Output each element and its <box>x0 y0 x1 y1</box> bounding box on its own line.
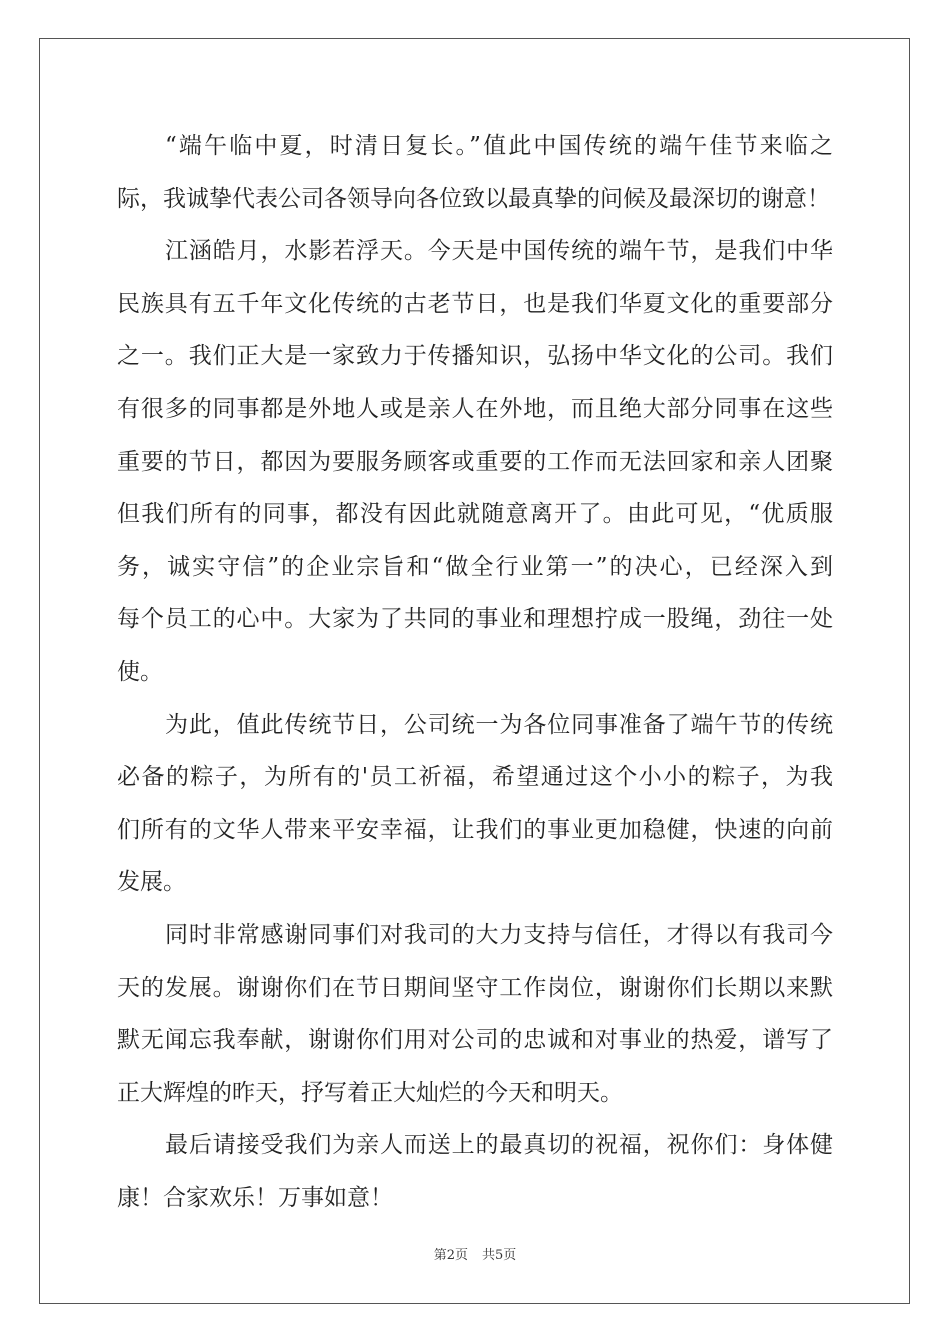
text-line: 使。 <box>117 658 163 685</box>
text-line: 江涵皓月，水影若浮天。今天是中国传统的端午节，是我们中华 <box>165 238 833 265</box>
text-line: 有很多的同事都是外地人或是亲人在外地，而且绝大部分同事在这些 <box>117 395 833 422</box>
text-line: 正大辉煌的昨天，抒写着正大灿烂的今天和明天。 <box>117 1079 623 1106</box>
text-line: 必备的粽子，为所有的'员工祈福，希望通过这个小小的粽子，为我 <box>117 764 833 791</box>
text-line: 际，我诚挚代表公司各领导向各位致以最真挚的问候及最深切的谢意！ <box>117 185 830 212</box>
text-line: 之一。我们正大是一家致力于传播知识，弘扬中华文化的公司。我们 <box>117 343 833 370</box>
text-line: 民族具有五千年文化传统的古老节日，也是我们华夏文化的重要部分 <box>117 290 833 317</box>
text-line: “端午临中夏，时清日复长。”值此中国传统的端午佳节来临之 <box>165 133 833 159</box>
text-line: 发展。 <box>117 869 186 896</box>
text-line: 默无闻忘我奉献，谢谢你们用对公司的忠诚和对事业的热爱，谱写了 <box>117 1027 833 1054</box>
page-number-total: 共5页 <box>482 1248 517 1263</box>
document-body <box>117 120 833 1224</box>
text-line: 康！合家欢乐！万事如意！ <box>117 1184 393 1211</box>
page-footer <box>0 1244 950 1263</box>
text-line: 最后请接受我们为亲人而送上的最真切的祝福，祝你们：身体健 <box>165 1132 833 1159</box>
text-line: 重要的节日，都因为要服务顾客或重要的工作而无法回家和亲人团聚 <box>117 448 833 475</box>
text-line: 们所有的文华人带来平安幸福，让我们的事业更加稳健，快速的向前 <box>117 816 833 843</box>
text-line: 天的发展。谢谢你们在节日期间坚守工作岗位，谢谢你们长期以来默 <box>117 974 833 1001</box>
text-line: 每个员工的心中。大家为了共同的事业和理想拧成一股绳，劲往一处 <box>117 606 833 633</box>
text-line: 同时非常感谢同事们对我司的大力支持与信任，才得以有我司今 <box>165 921 833 948</box>
text-line: 为此，值此传统节日，公司统一为各位同事准备了端午节的传统 <box>165 711 833 738</box>
page-number-current: 第2页 <box>433 1248 468 1263</box>
text-line: 但我们所有的同事，都没有因此就随意离开了。由此可见，“优质服 <box>117 501 833 528</box>
text-line: 务，诚实守信”的企业宗旨和“做全行业第一”的决心，已经深入到 <box>117 553 833 580</box>
